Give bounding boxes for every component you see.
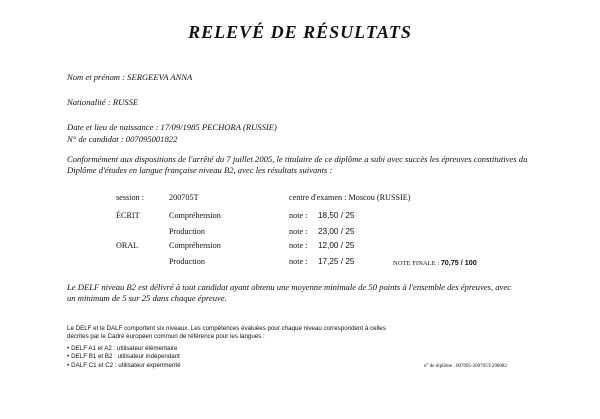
final-note-label: NOTE FINALE : xyxy=(393,260,441,267)
candidate-birth: Date et lieu de naissance : 17/09/1985 PECHORA (RUSSIE) xyxy=(67,122,277,132)
result-section: ORAL xyxy=(116,241,139,250)
conclusion-paragraph: Le DELF niveau B2 est délivré à tout candidat ayant obtenu une moyenne minimale de 50 points à l'ensemble des épreuves, avec un minimum de 5 sur 25 dans chaque épreuve. xyxy=(67,282,511,303)
result-note-label: note : xyxy=(289,227,308,236)
candidate-number: N° de candidat : 007095001822 xyxy=(67,134,178,144)
diploma-number: n° de diplôme : 007095-200705T-290082 xyxy=(424,364,507,369)
result-test: Compréhension xyxy=(169,211,221,220)
result-score: 12,00 / 25 xyxy=(318,241,355,250)
result-note-label: note : xyxy=(289,257,308,266)
intro-paragraph: Conformément aux dispositions de l'arrêté du 7 juillet 2005, le titulaire de ce diplôme a subi avec succès les épreuves constitutives du Diplôme d'études en langue française niveau B2, avec les résultats suivants : xyxy=(67,154,528,175)
result-score: 23,00 / 25 xyxy=(318,227,355,236)
level-item: • DALF C1 et C2 : utilisateur expérimenté xyxy=(67,362,387,370)
session-label: session : xyxy=(116,193,144,202)
result-score: 18,50 / 25 xyxy=(318,211,355,220)
session-value: 200705T xyxy=(169,193,199,202)
result-test: Production xyxy=(169,227,205,236)
level-list xyxy=(67,345,387,370)
document-title: RELEVÉ DE RÉSULTATS xyxy=(188,22,412,42)
final-note-value: 70,75 / 100 xyxy=(440,258,477,267)
result-test: Compréhension xyxy=(169,241,221,250)
candidate-name: Nom et prénom : SERGEEVA ANNA xyxy=(67,72,193,82)
level-item: • DELF B1 et B2 : utilisateur indépendant xyxy=(67,353,387,361)
level-item: • DELF A1 et A2 : utilisateur élémentaire xyxy=(67,345,387,353)
result-test: Production xyxy=(169,257,205,266)
footer-text: Le DELF et le DALF comportent six niveaux. Les compétences évaluées pour chaque niveau correspondent à celles décrites par le Cadre européen commun de référence pour les langues : xyxy=(67,325,386,341)
candidate-nationality: Nationalité : RUSSE xyxy=(67,97,139,107)
final-note xyxy=(393,258,477,267)
result-note-label: note : xyxy=(289,241,308,250)
exam-centre: centre d'examen : Moscou (RUSSIE) xyxy=(289,193,411,202)
result-note-label: note : xyxy=(289,211,308,220)
footer-notice xyxy=(67,325,387,370)
result-section: ÉCRIT xyxy=(116,211,140,220)
result-score: 17,25 / 25 xyxy=(318,257,355,266)
